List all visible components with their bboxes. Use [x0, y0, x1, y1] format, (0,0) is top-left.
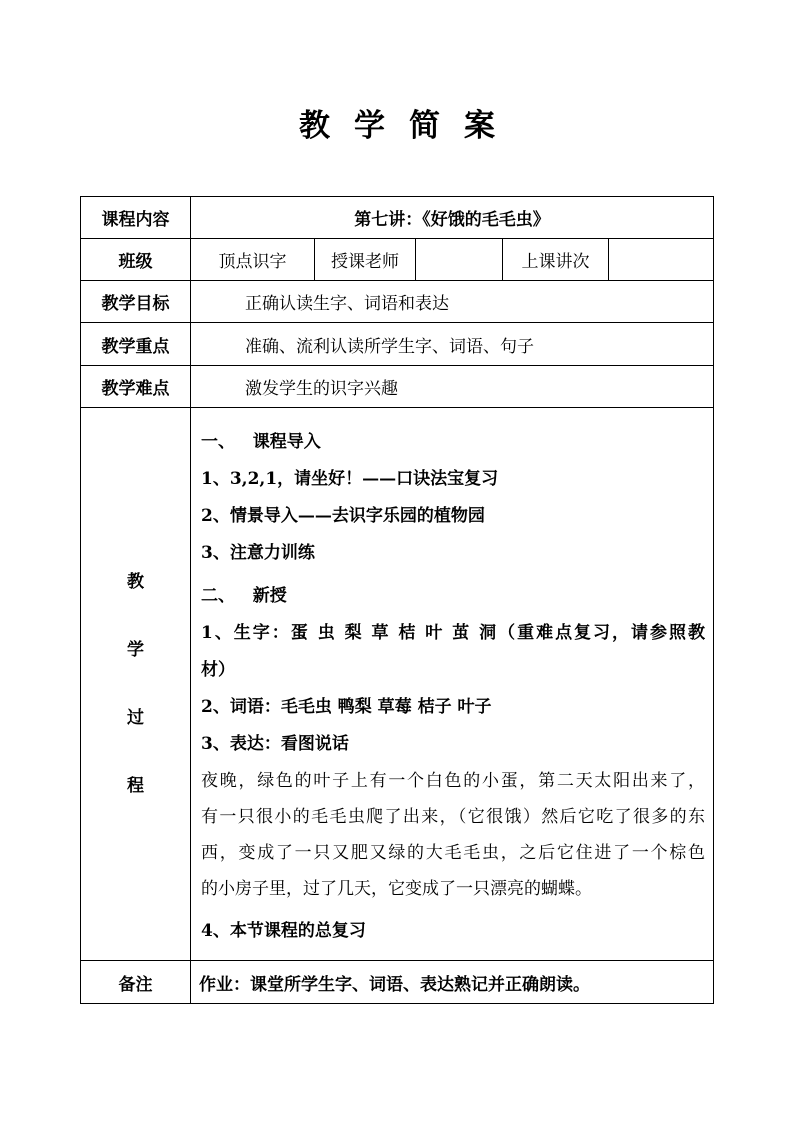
list-item: 1、3,2,1，请坐好！——口诀法宝复习: [201, 469, 499, 489]
teacher-value: [416, 239, 503, 281]
goal-label: 教学目标: [81, 281, 191, 323]
key-point-value: 准确、流利认读所学生字、词语、句子: [191, 323, 714, 366]
list-item: 2、情景导入——去识字乐园的植物园: [201, 506, 485, 526]
notes-label: 备注: [81, 961, 191, 1004]
goal-value: 正确认读生字、词语和表达: [191, 281, 714, 323]
section-heading: 二、 新授: [201, 586, 287, 606]
process-label-char: 教: [127, 572, 144, 592]
difficulty-row: [81, 366, 714, 408]
list-item: 3、表达：看图说话: [201, 734, 349, 754]
notes-row: [81, 961, 714, 1004]
teacher-label: 授课老师: [315, 239, 416, 281]
process-label: [81, 408, 191, 961]
list-item: 4、本节课程的总复习: [201, 921, 366, 941]
process-label-char: 程: [127, 776, 144, 796]
class-row: [81, 239, 714, 281]
story-line: 有一只很小的毛毛虫爬了出来，（它很饿）然后它吃了很多的东: [201, 807, 706, 827]
process-content: [191, 408, 714, 961]
course-label: 课程内容: [81, 197, 191, 239]
story-line: 西，变成了一只又肥又绿的大毛毛虫，之后它住进了一个棕色: [201, 843, 706, 863]
process-row: [81, 408, 714, 961]
class-value: 顶点识字: [191, 239, 315, 281]
list-item: 3、注意力训练: [201, 543, 315, 563]
list-item: 材）: [201, 660, 235, 680]
goal-row: [81, 281, 714, 323]
course-row: [81, 197, 714, 239]
key-point-row: [81, 323, 714, 366]
process-label-char: 过: [127, 708, 144, 728]
lesson-plan-table: [80, 196, 714, 1004]
story-line: 的小房子里，过了几天，它变成了一只漂亮的蝴蝶。: [201, 879, 592, 899]
notes-value: 作业：课堂所学生字、词语、表达熟记并正确朗读。: [191, 961, 714, 1004]
session-label: 上课讲次: [503, 239, 609, 281]
list-item: 1、生字：蛋 虫 梨 草 桔 叶 茧 洞（重难点复习，请参照教: [201, 623, 706, 643]
session-value: [609, 239, 714, 281]
section-heading: 一、 课程导入: [201, 432, 321, 452]
page-title: 教学简案: [299, 108, 519, 144]
key-point-label: 教学重点: [81, 323, 191, 366]
process-label-char: 学: [127, 640, 144, 660]
course-value: 第七讲：《好饿的毛毛虫》: [191, 197, 714, 239]
list-item: 2、词语：毛毛虫 鸭梨 草莓 桔子 叶子: [201, 697, 492, 717]
story-line: 夜晚，绿色的叶子上有一个白色的小蛋，第二天太阳出来了，: [201, 771, 706, 791]
difficulty-label: 教学难点: [81, 366, 191, 408]
difficulty-value: 激发学生的识字兴趣: [191, 366, 714, 408]
class-label: 班级: [81, 239, 191, 281]
